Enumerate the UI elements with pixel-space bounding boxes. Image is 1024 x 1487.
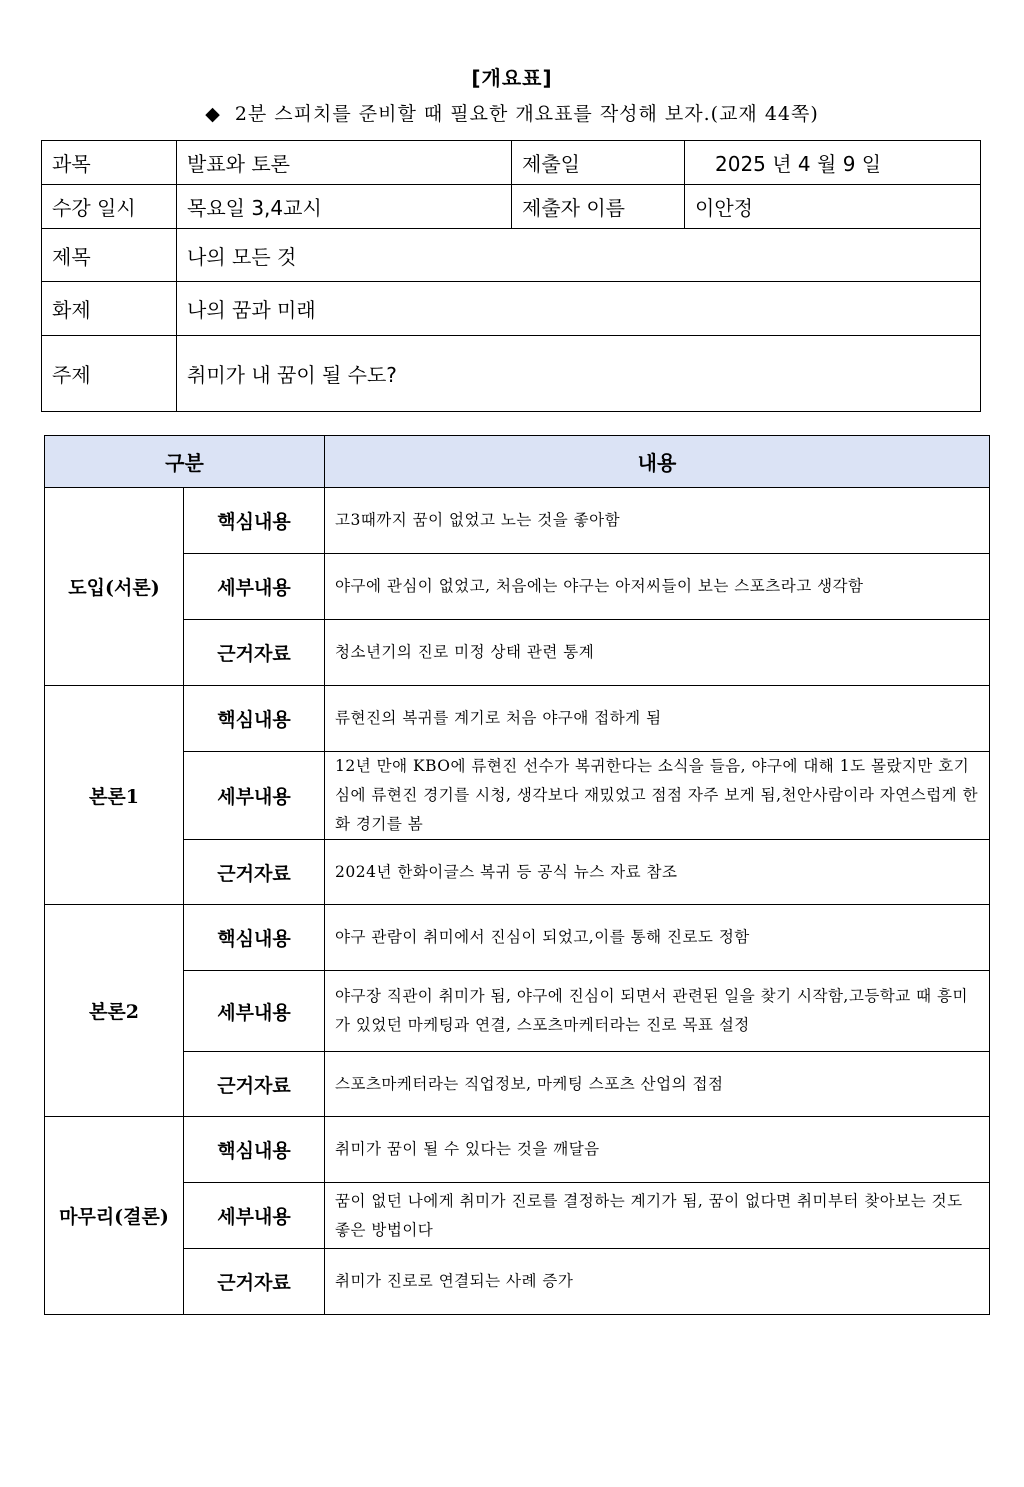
row-label: 핵심내용 [184, 1117, 325, 1183]
row-label: 핵심내용 [184, 488, 325, 554]
row-content: 꿈이 없던 나에게 취미가 진로를 결정하는 계기가 됨, 꿈이 없다면 취미부터 찾아보는 것도 좋은 방법이다 [325, 1183, 990, 1249]
class-time-label: 수강 일시 [42, 185, 177, 229]
table-row [45, 686, 990, 752]
topic-value: 나의 꿈과 미래 [177, 282, 981, 336]
row-label: 세부내용 [184, 1183, 325, 1249]
section-name: 본론2 [45, 905, 184, 1117]
row-content: 12년 만애 KBO에 류현진 선수가 복귀한다는 소식을 들음, 야구에 대해 1도 몰랐지만 호기심에 류현진 경기를 시청, 생각보다 재밌었고 점점 자주 보게 됨,천안사람이라 자연스럽게 한화 경기를 봄 [325, 752, 990, 840]
table-row [45, 620, 990, 686]
submitter-label: 제출자 이름 [512, 185, 685, 229]
theme-value: 취미가 내 꿈이 될 수도? [177, 336, 981, 412]
row-content: 취미가 진로로 연결되는 사례 증가 [325, 1249, 990, 1315]
table-row [45, 1183, 990, 1249]
row-content: 고3때까지 꿈이 없었고 노는 것을 좋아함 [325, 488, 990, 554]
row-label: 세부내용 [184, 554, 325, 620]
table-row [45, 1249, 990, 1315]
row-content: 청소년기의 진로 미정 상태 관련 통계 [325, 620, 990, 686]
instruction-text: 2분 스피치를 준비할 때 필요한 개요표를 작성해 보자.(교재 44쪽) [234, 103, 819, 125]
row-label: 세부내용 [184, 752, 325, 840]
instruction-line [0, 99, 1024, 126]
table-row [45, 554, 990, 620]
row-content: 2024년 한화이글스 복귀 등 공식 뉴스 자료 참조 [325, 840, 990, 905]
class-time-value: 목요일 3,4교시 [177, 185, 512, 229]
row-content: 야구에 관심이 없었고, 처음에는 야구는 아저씨들이 보는 스포츠라고 생각함 [325, 554, 990, 620]
table-row [45, 1117, 990, 1183]
row-content: 야구 관람이 취미에서 진심이 되었고,이를 통해 진로도 정함 [325, 905, 990, 971]
outline-table [44, 435, 990, 1315]
title-label: 제목 [42, 229, 177, 282]
section-name: 마무리(결론) [45, 1117, 184, 1315]
table-row [45, 971, 990, 1052]
subject-label: 과목 [42, 141, 177, 185]
row-content: 스포츠마케터라는 직업정보, 마케팅 스포츠 산업의 접점 [325, 1052, 990, 1117]
table-row [45, 905, 990, 971]
row-label: 근거자료 [184, 1249, 325, 1315]
row-label: 핵심내용 [184, 905, 325, 971]
row-content: 야구장 직관이 취미가 됨, 야구에 진심이 되면서 관련된 일을 찾기 시작함,고등학교 때 흥미가 있었던 마케팅과 연결, 스포츠마케터라는 진로 목표 설정 [325, 971, 990, 1052]
section-name: 도입(서론) [45, 488, 184, 686]
header-category: 구분 [45, 436, 325, 488]
header-content: 내용 [325, 436, 990, 488]
due-date-value: 2025 년 4 월 9 일 [685, 141, 981, 185]
row-label: 근거자료 [184, 620, 325, 686]
row-label: 핵심내용 [184, 686, 325, 752]
diamond-bullet-icon: ◆ [205, 103, 221, 125]
table-row [45, 1052, 990, 1117]
topic-label: 화제 [42, 282, 177, 336]
title-value: 나의 모든 것 [177, 229, 981, 282]
due-date-label: 제출일 [512, 141, 685, 185]
row-label: 근거자료 [184, 840, 325, 905]
table-row [45, 752, 990, 840]
row-label: 세부내용 [184, 971, 325, 1052]
submitter-value: 이안정 [685, 185, 981, 229]
row-content: 취미가 꿈이 될 수 있다는 것을 깨달음 [325, 1117, 990, 1183]
document-title: [개요표] [471, 66, 553, 90]
theme-label: 주제 [42, 336, 177, 412]
subject-value: 발표와 토론 [177, 141, 512, 185]
row-label: 근거자료 [184, 1052, 325, 1117]
table-row [45, 488, 990, 554]
section-name: 본론1 [45, 686, 184, 905]
row-content: 류현진의 복귀를 계기로 처음 야구애 접하게 됨 [325, 686, 990, 752]
table-row [45, 840, 990, 905]
info-table [41, 140, 981, 412]
